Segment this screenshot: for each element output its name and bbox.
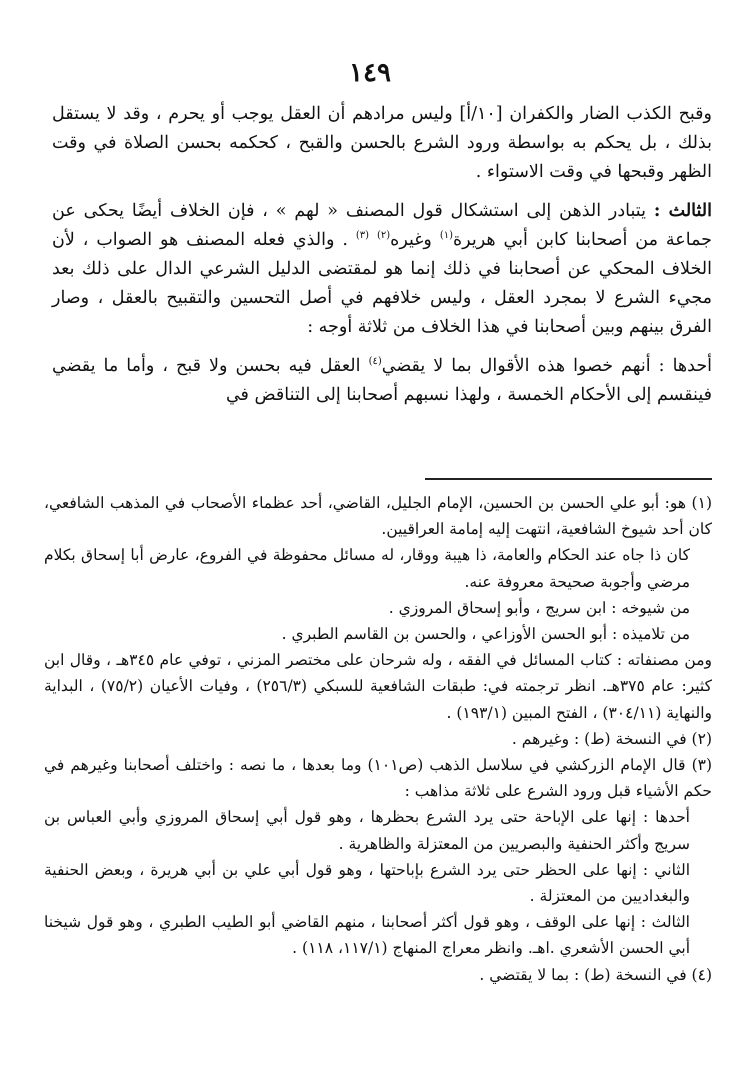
footnote-separator xyxy=(425,478,712,480)
paragraph-2-part-c: . والذي فعله المصنف هو الصواب ، لأن الخلاف المحكي عن أصحابنا في ذلك إنما هو لمقتضى الدليل الشرعي الدال على ذلك بعد مجيء الشرع لا بمجرد العقل ، وليس خلافهم في أصل التحسين والتقبيح بالعقل ، وصار الفرق بينهم وبين أصحابنا في هذا الخلاف من ثلاثة أوجه : xyxy=(52,230,712,337)
section-term-third: الثالث : xyxy=(653,201,712,221)
footnote-ref-3[interactable]: (٣) xyxy=(355,230,370,242)
paragraph-3 xyxy=(52,352,712,410)
footnote-3-third: الثالث : إنها على الوقف ، وهو قول أكثر أصحابنا ، منهم القاضي أبو الطيب الطبري ، وهو قول شيخنا أبي الحسن الأشعري .اهـ. وانظر معراج المنهاج (١١٧/١، ١١٨) . xyxy=(44,913,690,958)
paragraph-1: وقبح الكذب الضار والكفران [١٠/أ] وليس مرادهم أن العقل يوجب أو يحرم ، وقد لا يستقل بذلك ، بل يحكم به بواسطة ورود الشرع بالحسن والقبح ، كحكمه بحسن الصلاة في وقت الظهر وقبحها في وقت الاستواء . xyxy=(52,104,712,182)
main-text xyxy=(52,100,712,410)
footnote-2: (٢) في النسخة (ط) : وغيرهم . xyxy=(511,729,712,748)
footnote-1: (١) هو: أبو علي الحسن بن الحسين، الإمام الجليل، القاضي، أحد عظماء الأصحاب في المذهب الشافعي، كان أحد شيوخ الشافعية، انتهت إليه إمامة العراقيين. xyxy=(44,494,712,539)
paragraph-3-part-b: العقل فيه بحسن ولا قبح ، وأما ما يقضي فينقسم إلى الأحكام الخمسة ، ولهذا نسبهم أصحابنا إلى التناقض في xyxy=(52,356,712,405)
footnotes xyxy=(44,490,712,988)
paragraph-2 xyxy=(52,197,712,342)
footnote-3-first: أحدها : إنها على الإباحة حتى يرد الشرع بحظرها ، وهو قول أبي إسحاق المروزي وأبي العباس بن سريج وأكثر الحنفية والبصريين من المعتزلة والظاهرية . xyxy=(44,808,690,853)
footnote-4: (٤) في النسخة (ط) : بما لا يقتضي . xyxy=(479,965,712,984)
paragraph-2-part-b: وغيره xyxy=(390,230,432,250)
paragraph-2-part-a: يتبادر الذهن إلى استشكال قول المصنف « لهم » ، فإن الخلاف أيضًا يحكى عن جماعة من أصحابنا كابن أبي هريرة xyxy=(52,201,712,250)
footnote-3: (٣) قال الإمام الزركشي في سلاسل الذهب (ص١٠١) وما بعدها ، ما نصه : واختلف أصحابنا وغيرهم في حكم الأشياء قبل ورود الشرع على ثلاثة مذاهب : xyxy=(44,756,713,801)
footnote-ref-2[interactable]: (٢) xyxy=(376,230,391,242)
footnote-ref-4[interactable]: (٤) xyxy=(368,356,382,368)
page-number: ١٤٩ xyxy=(349,58,391,88)
footnote-ref-1[interactable]: (١) xyxy=(439,230,454,242)
footnote-1-students: من تلاميذه : أبو الحسن الأوزاعي ، والحسن بن القاسم الطبري . xyxy=(281,625,690,644)
footnote-3-second: الثاني : إنها على الحظر حتى يرد الشرع بإباحتها ، وهو قول أبي علي بن أبي هريرة ، وبعض الحنفية والبغداديين من المعتزلة . xyxy=(44,860,690,906)
footnote-1-works: ومن مصنفاته : كتاب المسائل في الفقه ، وله شرحان على مختصر المزني ، توفي عام ٣٤٥هـ ، وقال ابن كثير: عام ٣٧٥هـ. انظر ترجمته في: طبقات الشافعية للسبكي (٢٥٦/٣) ، وفيات الأعيان (٧٥/٢) ، البداية والنهاية (٣٠٤/١١) ، الفتح المبين (١٩٣/١) . xyxy=(44,651,713,722)
footnote-1-bio: كان ذا جاه عند الحكام والعامة، ذا هيبة ووقار، له مسائل محفوظة في الفروع، عارض أبا إسحاق بكلام مرضي وأجوبة صحيحة معروفة عنه. xyxy=(44,546,690,591)
paragraph-3-part-a: أحدها : أنهم خصوا هذه الأقوال بما لا يقضي xyxy=(381,356,712,376)
footnote-1-teachers: من شيوخه : ابن سريج ، وأبو إسحاق المروزي . xyxy=(388,598,690,617)
